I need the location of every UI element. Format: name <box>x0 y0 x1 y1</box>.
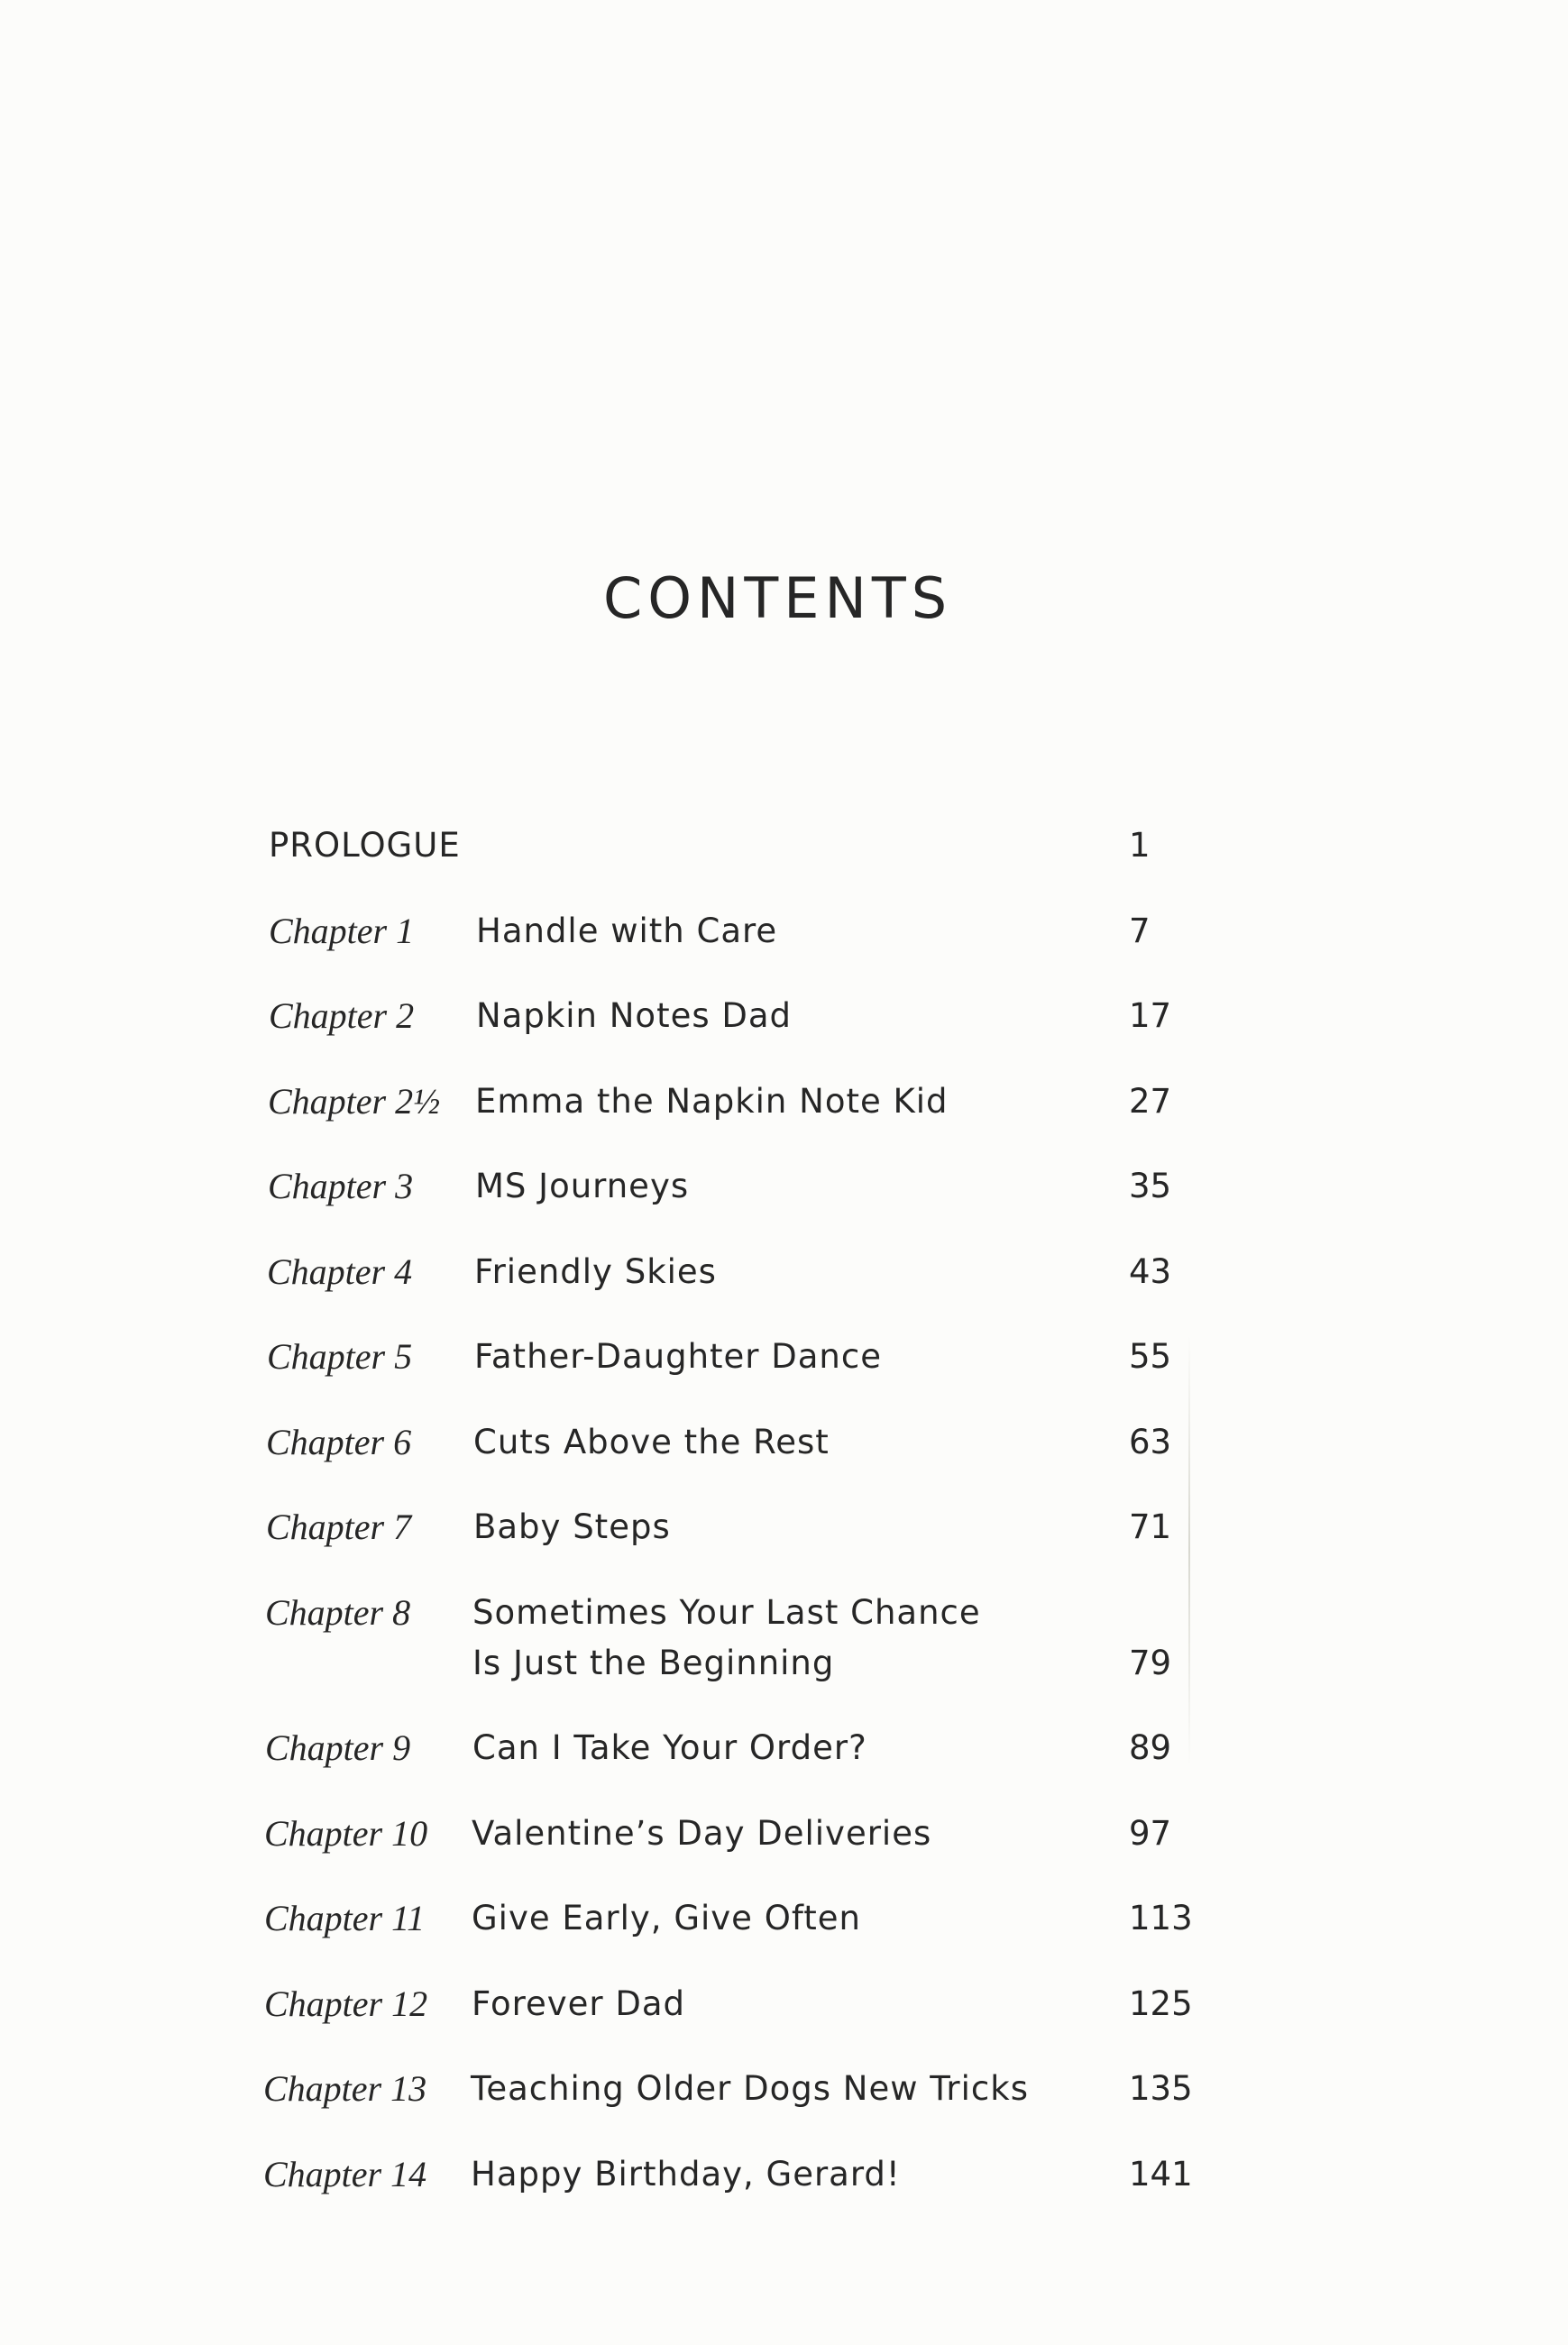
chapter-title <box>474 1247 1105 1297</box>
chapter-page: 63 <box>1129 1422 1172 1461</box>
chapter-page: 89 <box>1129 1728 1172 1767</box>
toc-row <box>263 1979 1255 2029</box>
toc-row <box>263 2064 1255 2114</box>
toc-row <box>263 1893 1255 1944</box>
chapter-title-line: Father-Daughter Dance <box>474 1337 882 1376</box>
chapter-title-line: Happy Birthday, Gerard! <box>471 2154 901 2194</box>
chapter-label: Chapter 3 <box>268 1166 414 1206</box>
chapter-title <box>475 1161 1106 1212</box>
chapter-page: 97 <box>1129 1813 1172 1853</box>
chapter-title <box>471 2064 1102 2114</box>
chapter-title <box>474 1332 1105 1382</box>
toc-row <box>263 906 1255 957</box>
toc-row <box>263 1809 1255 1859</box>
chapter-title <box>473 1417 1105 1468</box>
chapter-title-line: Give Early, Give Often <box>472 1899 861 1937</box>
chapter-title <box>476 991 1107 1041</box>
chapter-title-line: Forever Dad <box>472 1983 686 2023</box>
chapter-page: 71 <box>1129 1507 1172 1546</box>
chapter-page: 17 <box>1129 996 1172 1035</box>
chapter-title-line-2: Is Just the Beginning <box>472 1643 835 1682</box>
chapter-page: 55 <box>1129 1337 1172 1376</box>
chapter-title-line: Can I Take Your Order? <box>472 1728 867 1767</box>
chapter-page: 113 <box>1129 1899 1193 1937</box>
chapter-page: 27 <box>1129 1081 1172 1121</box>
prologue-page: 1 <box>1129 826 1151 865</box>
chapter-title <box>471 2149 1102 2200</box>
chapter-title <box>472 1893 1103 1944</box>
chapter-label: Chapter 5 <box>267 1336 413 1377</box>
chapter-label: Chapter 8 <box>265 1591 411 1633</box>
chapter-title <box>473 1502 1105 1553</box>
chapter-title-line: Cuts Above the Rest <box>473 1422 830 1461</box>
chapter-title-line: Friendly Skies <box>474 1251 717 1291</box>
toc-row-prologue <box>263 820 1255 871</box>
chapter-label: Chapter 9 <box>265 1727 411 1768</box>
chapter-title <box>476 906 1107 957</box>
toc-row <box>263 1076 1255 1127</box>
chapter-title-line: Sometimes Your Last Chance <box>472 1592 981 1632</box>
chapter-label: Chapter 7 <box>266 1507 412 1547</box>
toc-row <box>263 1247 1255 1297</box>
chapter-title-line: Baby Steps <box>473 1507 671 1546</box>
chapter-label: Chapter 6 <box>266 1421 412 1462</box>
chapter-title <box>472 1588 1104 1689</box>
chapter-label: Chapter 2 <box>269 995 415 1036</box>
chapter-title <box>472 1979 1103 2029</box>
chapter-title-line: Valentine’s Day Deliveries <box>472 1813 932 1853</box>
chapter-label: Chapter 13 <box>263 2068 427 2109</box>
chapter-page: 135 <box>1129 2069 1193 2108</box>
chapter-title <box>475 1076 1106 1127</box>
chapter-label: Chapter 10 <box>264 1812 428 1854</box>
chapter-page: 35 <box>1129 1167 1172 1205</box>
toc-row <box>263 1332 1255 1382</box>
chapter-title-line: Napkin Notes Dad <box>476 996 793 1035</box>
toc-row <box>263 1417 1255 1468</box>
chapter-label: Chapter 2½ <box>268 1080 441 1122</box>
prologue-title: PROLOGUE <box>269 826 461 865</box>
chapter-page: 79 <box>1129 1643 1172 1682</box>
toc-row <box>263 991 1255 1041</box>
chapter-page: 125 <box>1129 1983 1193 2023</box>
chapter-title-line: Teaching Older Dogs New Tricks <box>471 2069 1029 2108</box>
page-title: CONTENTS <box>602 564 953 631</box>
chapter-title-line: MS Journeys <box>475 1167 690 1205</box>
toc-row <box>263 1161 1255 1212</box>
chapter-label: Chapter 12 <box>264 1983 428 2024</box>
chapter-label: Chapter 11 <box>264 1898 426 1938</box>
chapter-page: 141 <box>1129 2154 1193 2194</box>
toc-row <box>263 1588 1255 1689</box>
chapter-label: Chapter 4 <box>267 1250 413 1292</box>
chapter-label: Chapter 14 <box>263 2153 427 2194</box>
chapter-title-line: Emma the Napkin Note Kid <box>475 1081 949 1121</box>
chapter-title <box>472 1809 1103 1859</box>
toc-row <box>263 1502 1255 1553</box>
chapter-page: 7 <box>1129 911 1151 950</box>
toc-row <box>263 1723 1255 1773</box>
table-of-contents <box>263 820 1255 2234</box>
chapter-title <box>472 1723 1104 1773</box>
toc-row <box>263 2149 1255 2200</box>
chapter-label: Chapter 1 <box>269 910 415 951</box>
chapter-page: 43 <box>1129 1251 1172 1291</box>
chapter-title-line: Handle with Care <box>476 911 778 950</box>
